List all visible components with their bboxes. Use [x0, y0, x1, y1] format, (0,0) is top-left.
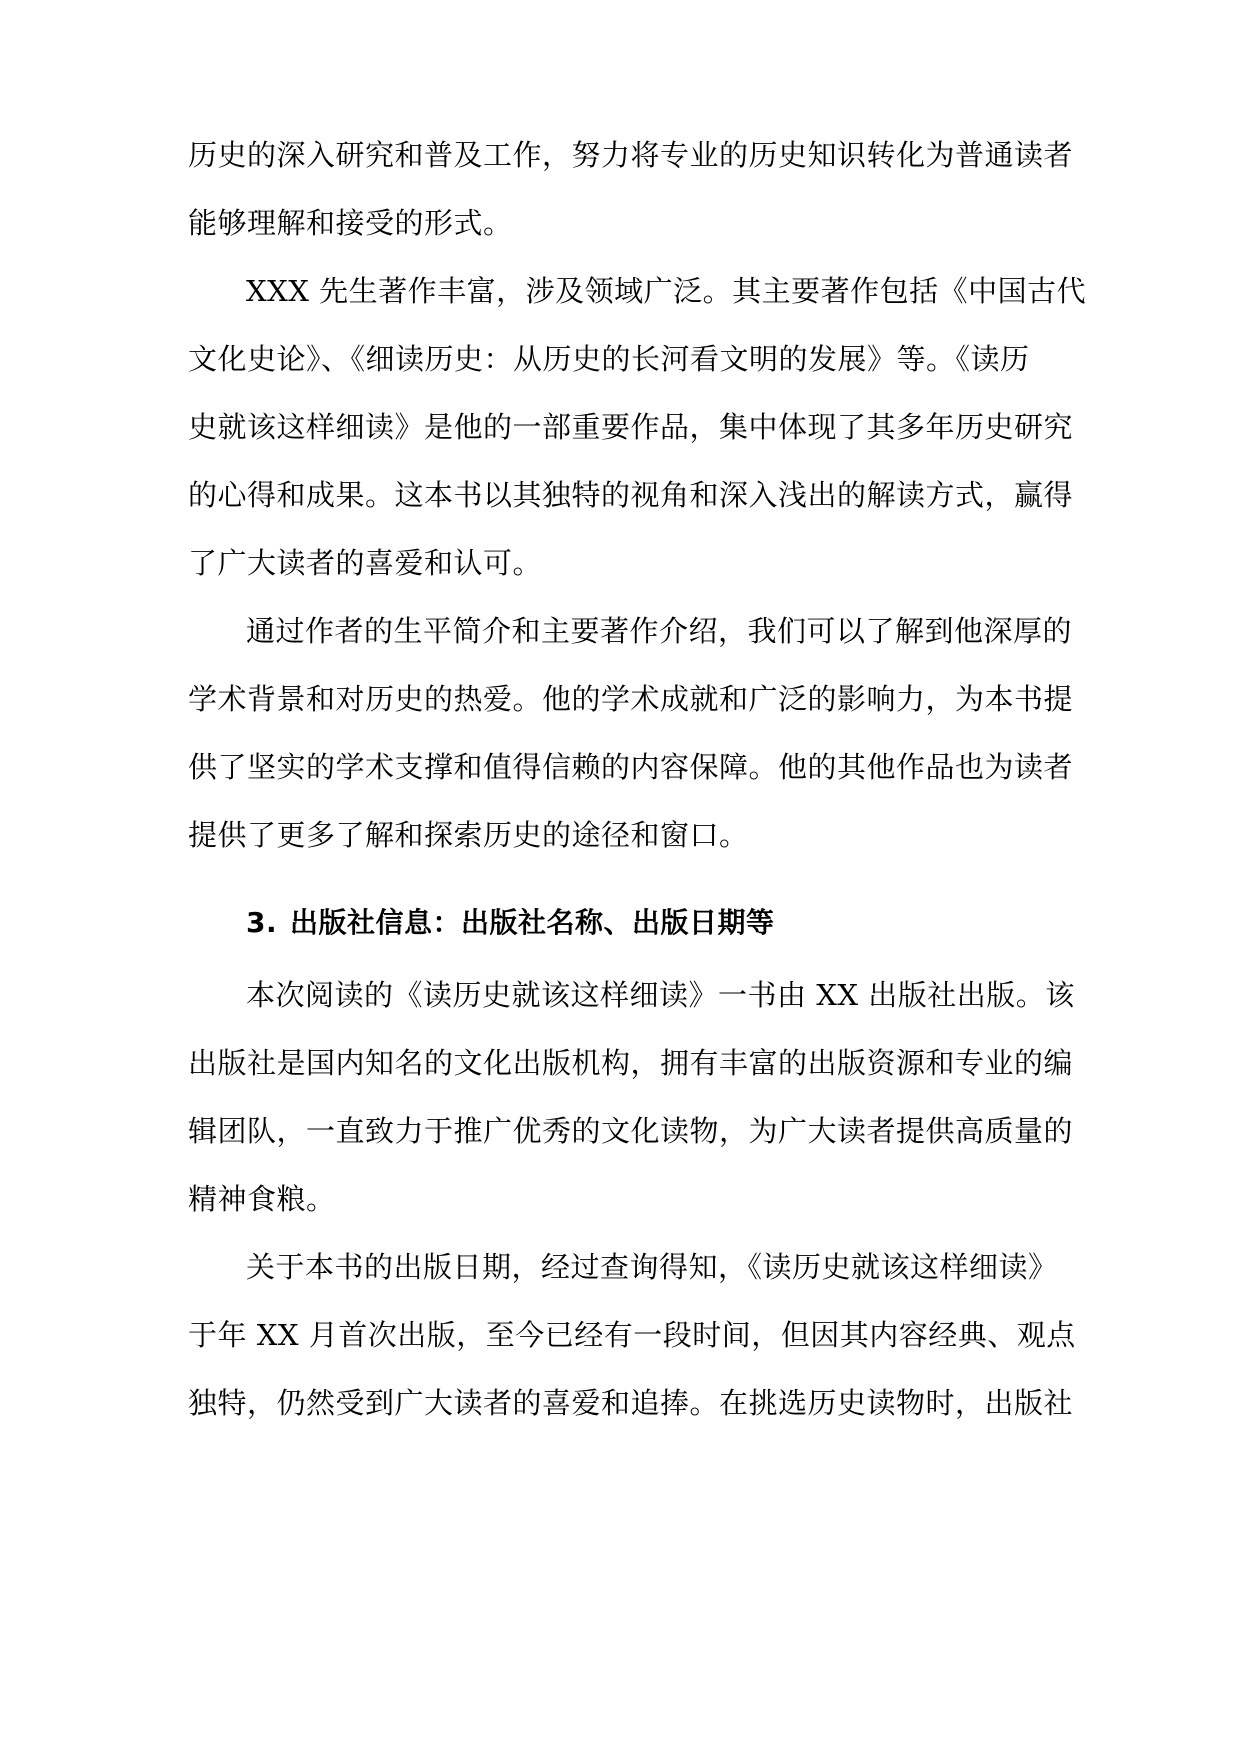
- text-line: 了广大读者的喜爱和认可。: [188, 546, 543, 580]
- text-line: 出版社是国内知名的文化出版机构，拥有丰富的出版资源和专业的编: [188, 1046, 1074, 1080]
- text-line: 于年 XX 月首次出版，至今已经有一段时间，但因其内容经典、观点: [188, 1318, 1076, 1352]
- text-line: 能够理解和接受的形式。: [188, 206, 513, 240]
- text-line: 文化史论》、《细读历史：从历史的长河看文明的发展》等。《读历: [188, 342, 1030, 376]
- text-line: 历史的深入研究和普及工作，努力将专业的历史知识转化为普通读者: [188, 138, 1074, 172]
- text-line: 通过作者的生平简介和主要著作介绍，我们可以了解到他深厚的: [246, 614, 1073, 648]
- section-title: 出版社信息：出版社名称、出版日期等: [290, 906, 775, 939]
- text-line: 提供了更多了解和探索历史的途径和窗口。: [188, 818, 749, 852]
- text-line: 史就该这样细读》是他的一部重要作品，集中体现了其多年历史研究: [188, 410, 1074, 444]
- text-line: XXX 先生著作丰富，涉及领域广泛。其主要著作包括《中国古代: [246, 274, 1087, 308]
- text-line: 精神食粮。: [188, 1182, 336, 1216]
- text-line: 学术背景和对历史的热爱。他的学术成就和广泛的影响力，为本书提: [188, 682, 1074, 716]
- section-number: 3.: [246, 906, 278, 939]
- section-heading: [188, 906, 775, 940]
- text-line: 的心得和成果。这本书以其独特的视角和深入浅出的解读方式，赢得: [188, 478, 1074, 512]
- text-line: 独特，仍然受到广大读者的喜爱和追捧。在挑选历史读物时，出版社: [188, 1386, 1074, 1420]
- text-line: 辑团队，一直致力于推广优秀的文化读物，为广大读者提供高质量的: [188, 1114, 1074, 1148]
- text-line: 本次阅读的《读历史就该这样细读》一书由 XX 出版社出版。该: [246, 978, 1075, 1012]
- text-line: 关于本书的出版日期，经过查询得知，《读历史就该这样细读》: [246, 1250, 1058, 1284]
- text-line: 供了坚实的学术支撑和值得信赖的内容保障。他的其他作品也为读者: [188, 750, 1074, 784]
